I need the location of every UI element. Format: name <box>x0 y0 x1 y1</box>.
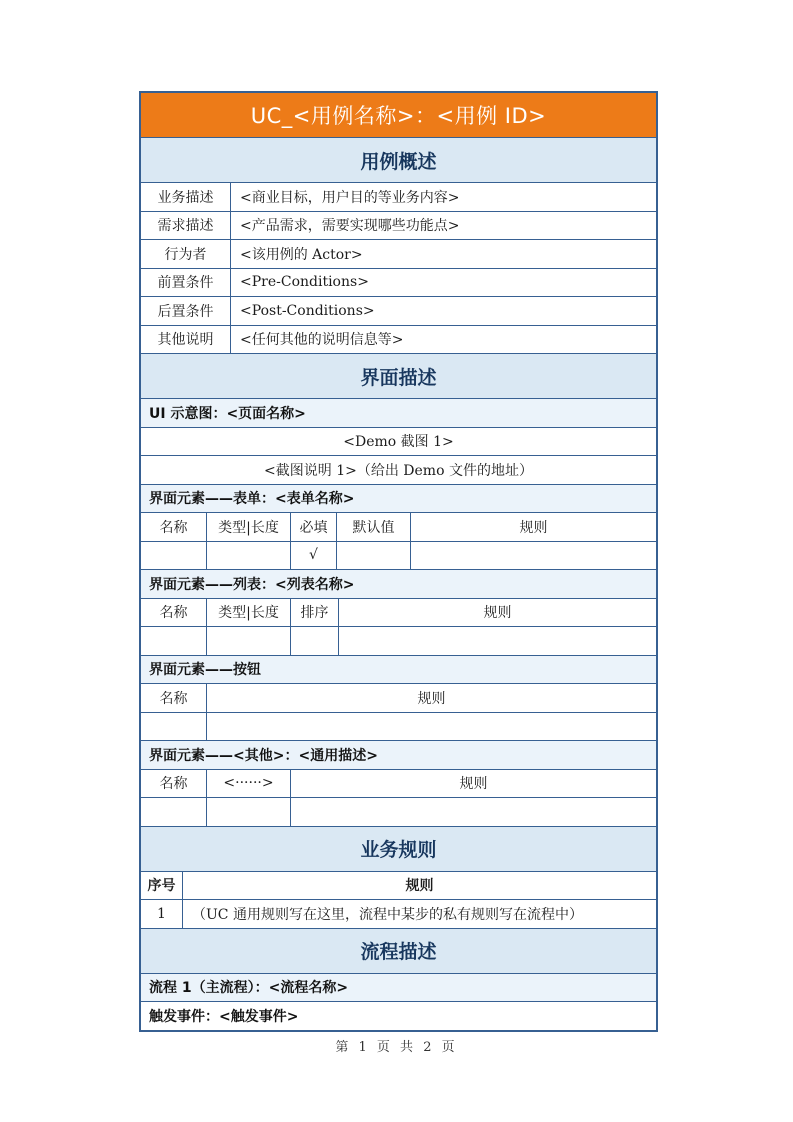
overview-label: 业务描述 <box>157 189 214 206</box>
screenshot-note: <截图说明 1>（给出 Demo 文件的地址） <box>264 462 533 479</box>
ui-other-title: 界面元素——<其他>：<通用描述> <box>141 741 656 769</box>
button-header-row <box>141 683 656 712</box>
list-col-header: 规则 <box>338 599 656 627</box>
overview-value: <任何其他的说明信息等> <box>230 326 656 354</box>
section-heading-rules: 业务规则 <box>141 827 656 871</box>
overview-row <box>141 325 656 354</box>
other-col-header: 规则 <box>290 770 656 798</box>
ui-sketch-label: UI 示意图：<页面名称> <box>141 399 656 427</box>
list-cell <box>141 627 206 655</box>
form-header-row <box>141 512 656 541</box>
form-cell <box>206 542 290 570</box>
flow-main-label: 流程 1（主流程）：<流程名称> <box>141 974 656 1002</box>
overview-row <box>141 296 656 325</box>
section-heading-flow: 流程描述 <box>141 929 656 973</box>
form-col-header: 必填 <box>290 513 336 541</box>
page-number-footer: 第 1 页 共 2 页 <box>335 1040 458 1055</box>
demo-screenshot-placeholder: <Demo 截图 1> <box>343 434 454 451</box>
overview-row <box>141 239 656 268</box>
button-cell <box>141 713 206 741</box>
rules-col-header-rule: 规则 <box>182 872 656 900</box>
list-col-header: 排序 <box>290 599 338 627</box>
other-cell <box>141 798 206 826</box>
overview-value: <Pre-Conditions> <box>230 269 656 297</box>
rules-col-header-no: 序号 <box>147 878 176 895</box>
list-col-header: 类型|长度 <box>206 599 290 627</box>
overview-label: 后置条件 <box>157 303 214 320</box>
overview-value: <产品需求，需要实现哪些功能点> <box>230 212 656 240</box>
list-cell <box>290 627 338 655</box>
list-col-header: 名称 <box>159 605 188 622</box>
form-col-header: 规则 <box>410 513 656 541</box>
use-case-template-table <box>139 91 658 1032</box>
overview-label: 行为者 <box>164 246 207 263</box>
list-data-row <box>141 626 656 655</box>
button-col-header: 规则 <box>206 684 656 712</box>
rule-number: 1 <box>157 905 166 922</box>
form-cell <box>141 542 206 570</box>
button-cell <box>206 713 656 741</box>
form-cell-required-checkmark: √ <box>290 542 336 570</box>
button-col-header: 名称 <box>159 690 188 707</box>
other-cell <box>290 798 656 826</box>
form-cell <box>410 542 656 570</box>
form-cell <box>336 542 410 570</box>
other-data-row <box>141 797 656 826</box>
overview-label: 前置条件 <box>157 275 214 292</box>
overview-label: 其他说明 <box>157 332 214 349</box>
list-cell <box>338 627 656 655</box>
rules-data-row <box>141 899 656 928</box>
form-col-header: 类型|长度 <box>206 513 290 541</box>
form-col-header: 名称 <box>159 519 188 536</box>
other-col-header: 名称 <box>159 776 188 793</box>
overview-row <box>141 268 656 297</box>
form-col-header: 默认值 <box>336 513 410 541</box>
overview-row <box>141 182 656 211</box>
overview-value: <商业目标，用户目的等业务内容> <box>230 183 656 211</box>
list-header-row <box>141 598 656 627</box>
other-col-header: <······> <box>206 770 290 798</box>
overview-value: <该用例的 Actor> <box>230 240 656 268</box>
rule-text: （UC 通用规则写在这里，流程中某步的私有规则写在流程中） <box>182 900 656 928</box>
ui-buttons-title: 界面元素——按钮 <box>141 656 656 684</box>
other-cell <box>206 798 290 826</box>
section-heading-ui: 界面描述 <box>141 354 656 398</box>
section-heading-overview: 用例概述 <box>141 138 656 182</box>
overview-value: <Post-Conditions> <box>230 297 656 325</box>
form-data-row <box>141 541 656 570</box>
button-data-row <box>141 712 656 741</box>
ui-form-title: 界面元素——表单：<表单名称> <box>141 485 656 513</box>
flow-trigger-label: 触发事件：<触发事件> <box>141 1002 656 1030</box>
overview-label: 需求描述 <box>157 218 214 235</box>
rules-header-row <box>141 871 656 900</box>
use-case-title: UC_<用例名称>：<用例 ID> <box>141 93 656 137</box>
ui-list-title: 界面元素——列表：<列表名称> <box>141 570 656 598</box>
other-header-row <box>141 769 656 798</box>
overview-row <box>141 211 656 240</box>
list-cell <box>206 627 290 655</box>
